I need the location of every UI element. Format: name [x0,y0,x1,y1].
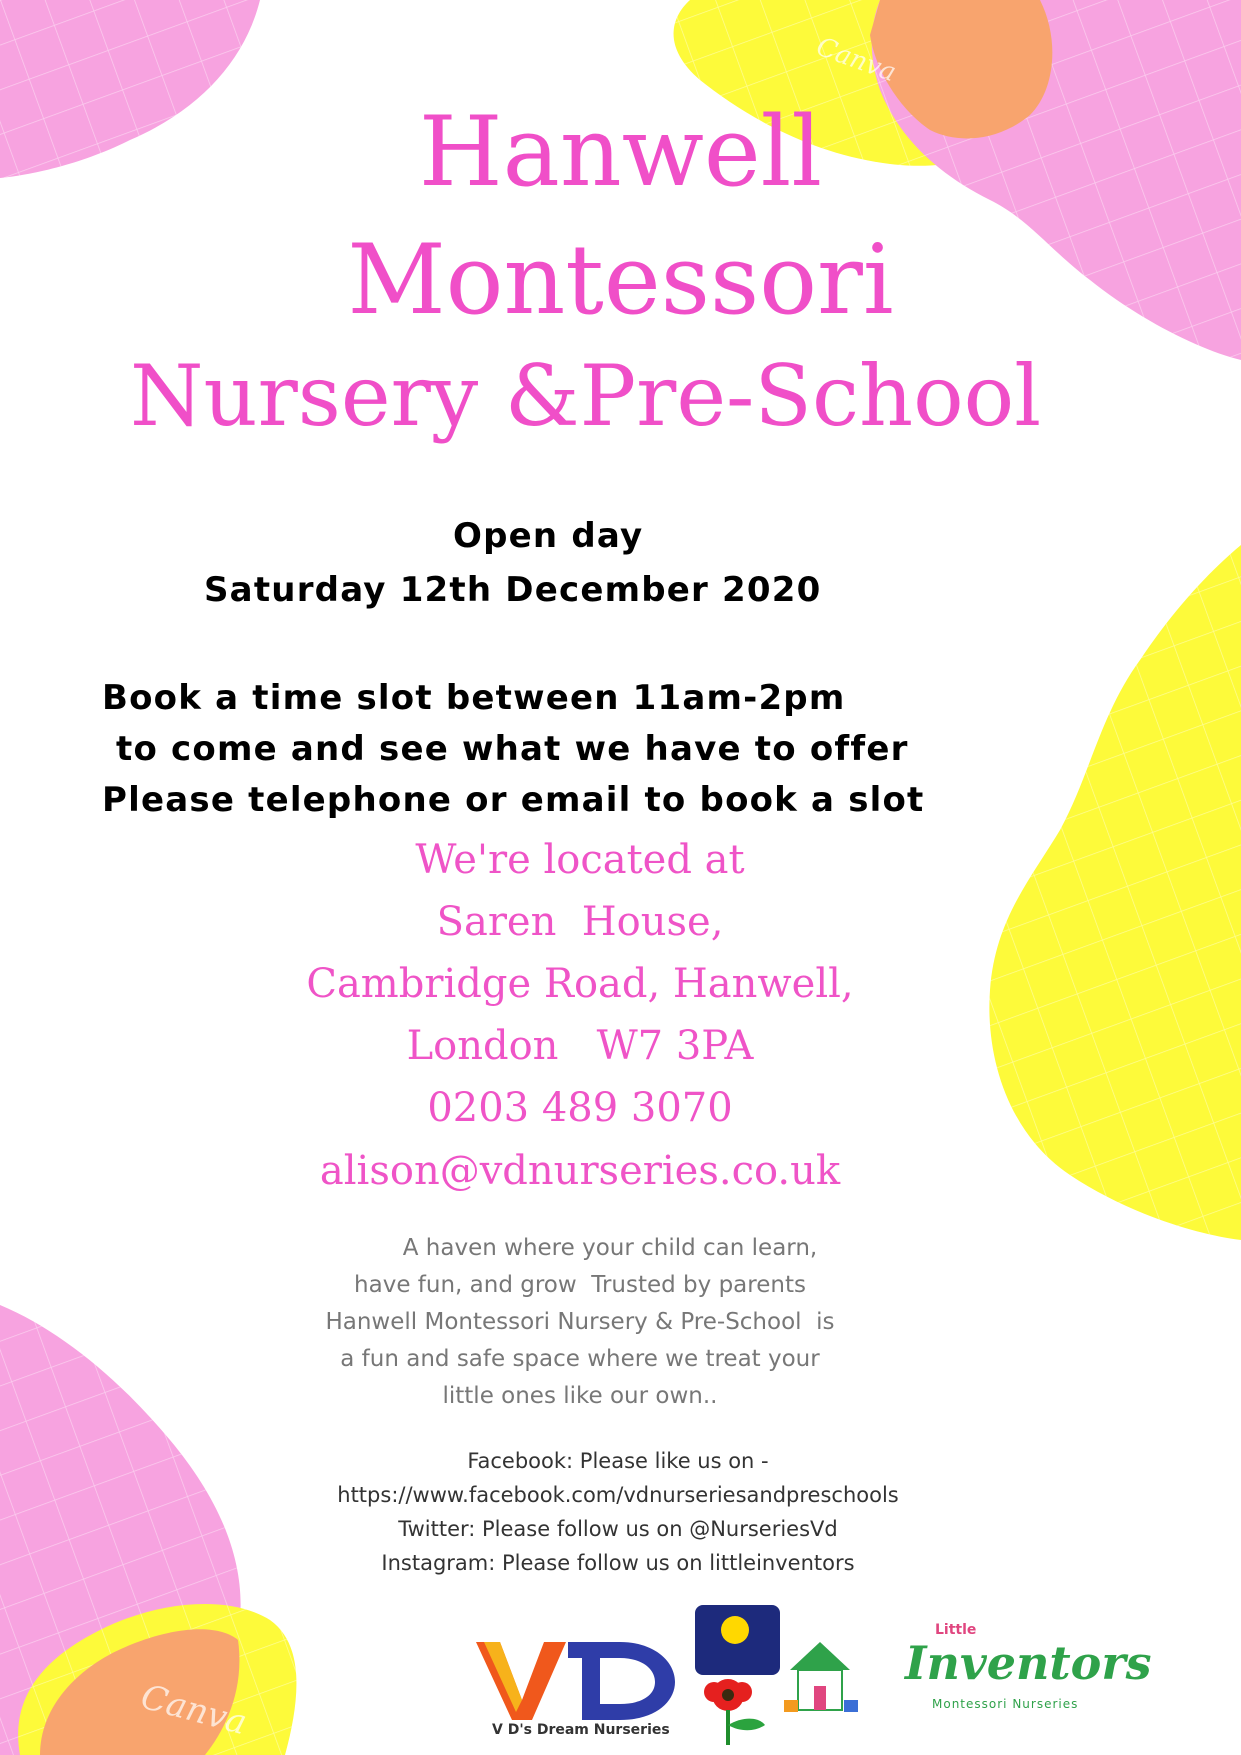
little-inventors-subtitle: Montessori Nurseries [932,1697,1079,1711]
facebook-link[interactable]: https://www.facebook.com/vdnurseriesandpreschools [337,1483,899,1507]
phone-number: 0203 489 3070 [427,1085,733,1131]
location-city: London W7 3PA [406,1023,754,1069]
location-street: Cambridge Road, Hanwell, [306,961,854,1007]
instagram-handle: Instagram: Please follow us on littleinventors [381,1551,855,1575]
watermark: Canva [136,1676,252,1744]
location-building: Saren House, [436,899,724,945]
booking-line-3: Please telephone or email to book a slot [102,780,925,820]
facebook-label: Facebook: Please like us on - [467,1449,769,1473]
title-line-3: Nursery &Pre-School [130,347,1042,445]
flower-illustration [695,1605,780,1745]
little-inventors-title: Inventors [905,1636,1152,1690]
event-label: Open day [453,516,644,556]
event-date: Saturday 12th December 2020 [204,570,822,610]
description-line-2: have fun, and grow Trusted by parents [354,1272,806,1298]
little-inventors-small: Little [935,1622,977,1638]
booking-line-1: Book a time slot between 11am-2pm [102,678,846,718]
description-line-3: Hanwell Montessori Nursery & Pre-School is [325,1309,835,1335]
description-line-4: a fun and safe space where we treat your [340,1346,820,1372]
twitter-handle: Twitter: Please follow us on @NurseriesVd [398,1517,838,1541]
booking-line-2: to come and see what we have to offer [116,729,909,769]
email-address: alison@vdnurseries.co.uk [319,1148,841,1194]
watermark: Canva [812,31,900,89]
vd-logo [476,1642,675,1720]
description-line-1: A haven where your child can learn, [402,1235,818,1261]
title-line-2: Montessori [347,224,894,336]
house-illustration [784,1642,858,1712]
description-line-5: little ones like our own.. [442,1383,718,1409]
title-line-1: Hanwell [418,96,823,208]
location-intro: We're located at [415,837,745,883]
vd-logo-caption: V D's Dream Nurseries [492,1722,670,1738]
